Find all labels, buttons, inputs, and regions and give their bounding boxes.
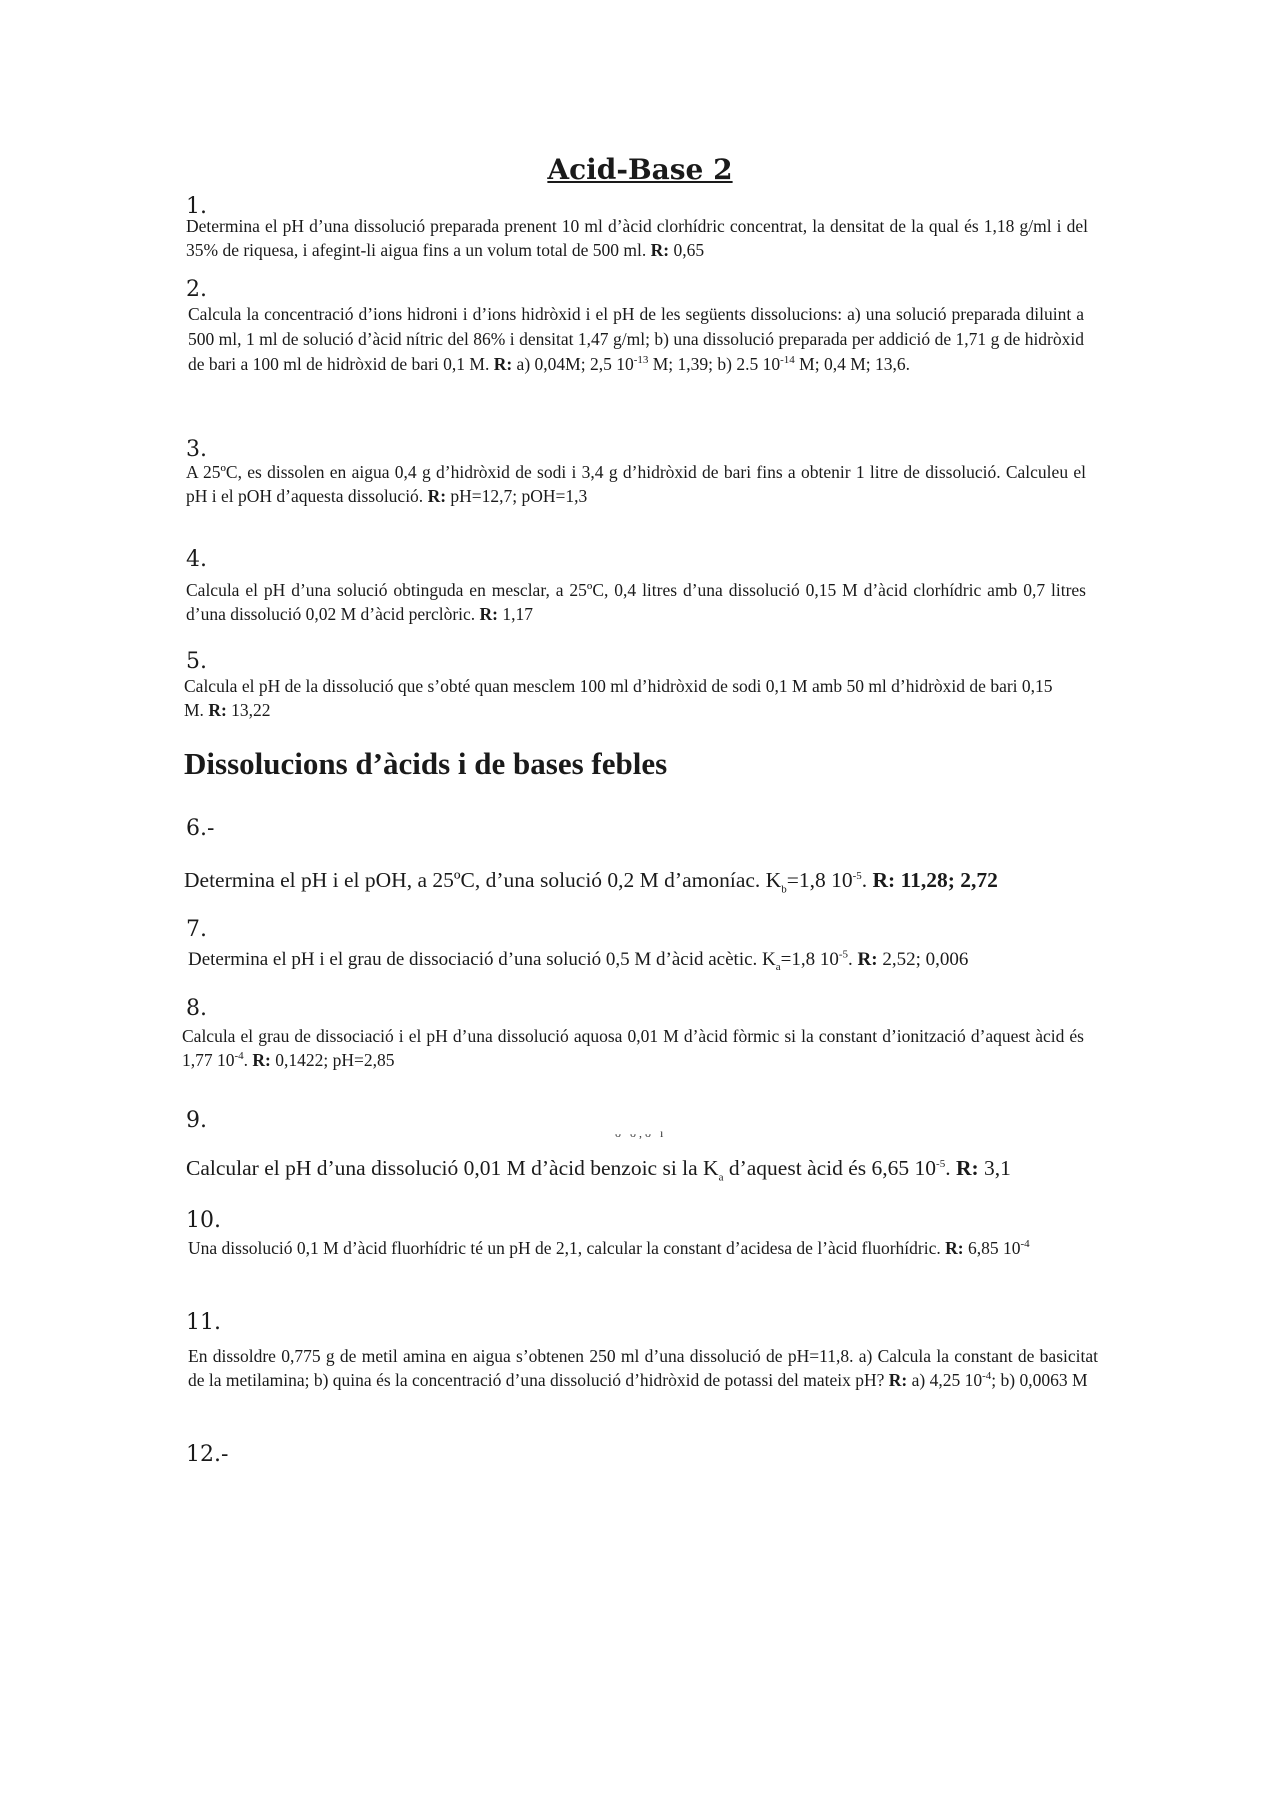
problem-10-number: 10. <box>186 1208 221 1233</box>
section-heading: Dissolucions d’àcids i de bases febles <box>184 746 668 781</box>
answer-value: 0,65 <box>669 240 705 260</box>
problem-8-text: Calcula el grau de dissociació i el pH d’una dissolució aquosa 0,01 M d’àcid fòrmic si la constant d’ionització d’aquest àcid és 1,77 $10^{-4}$. R: 0,1422; pH=2,85 <box>182 1026 1084 1070</box>
problem-1-number: 1. <box>186 194 207 219</box>
answer-label: R: <box>493 354 513 374</box>
answer-label: R: <box>427 486 447 506</box>
problem-5-number: 5. <box>186 649 207 674</box>
answer-label: R: <box>857 949 878 970</box>
problem-4-number: 4. <box>186 547 207 572</box>
problem-11-text: En dissoldre 0,775 g de metil amina en aigua s’obtenen 250 ml d’una dissolució de pH=11,8. a) Calcula la constant de basicitat de la metilamina; b) quina és la concentració d’una dissolució d’hidròxid de potassi del mateix pH? R: a) 4,25 $10^{-4}$; b) 0,0063 M <box>188 1346 1098 1390</box>
problem-12-number: 12.- <box>186 1442 229 1467</box>
problem-11-number: 11. <box>186 1310 221 1335</box>
stray-mark: ᴗ ᴗ,ᴗ ı <box>615 1126 667 1140</box>
answer-label: R: <box>650 240 670 260</box>
problem-9-number: 9. <box>186 1108 207 1133</box>
answer-label: R: <box>888 1370 908 1390</box>
page-title: Acid-Base 2 <box>547 153 733 186</box>
problem-7-number: 7. <box>186 917 207 942</box>
problem-3-text: A 25ºC, es dissolen en aigua 0,4 g d’hidròxid de sodi i 3,4 g d’hidròxid de bari fins a obtenir 1 litre de dissolució. Calculeu el pH i el pOH d’aquesta dissolució. R: pH=12,7; pOH=1,3 <box>186 462 1086 506</box>
answer-label: R: <box>479 604 499 624</box>
problem-2-number: 2. <box>186 277 207 302</box>
problem-6-text: Determina el pH i el pOH, a 25ºC, d’una solució 0,2 M d’amoníac. $K_b=1,8$ $10^{-5}$. R: 11,28; 2,72 <box>184 868 998 896</box>
problem-5-text: Calcula el pH de la dissolució que s’obté quan mesclem 100 ml d’hidròxid de sodi 0,1 M amb 50 ml d’hidròxid de bari 0,15 M. R: 13,22 <box>184 676 1053 720</box>
problem-10-text: Una dissolució 0,1 M d’àcid fluorhídric té un pH de 2,1, calcular la constant d’acidesa de l’àcid fluorhídric. R: 6,85 $10^{-4}$ <box>188 1238 1030 1258</box>
problem-3-number: 3. <box>186 437 207 462</box>
answer-label: R: <box>252 1050 271 1070</box>
problem-1-text: Determina el pH d’una dissolució preparada prenent 10 ml d’àcid clorhídric concentrat, la densitat de la qual és 1,18 g/ml i del 35% de riquesa, i afegint-li aigua fins a un volum total de 500 ml. R: 0,65 <box>186 216 1088 260</box>
problem-9-text: Calcular el pH d’una dissolució 0,01 M d’àcid benzoic si la $K_a$ d’aquest àcid és 6,65 $10^{-5}$. R: 3,1 <box>186 1156 1011 1184</box>
answer-label: R: <box>955 1156 979 1180</box>
problem-7-text: Determina el pH i el grau de dissociació d’una solució 0,5 M d’àcid acètic. $K_a=1,8$ $10^{-5}$. R: 2,52; 0,006 <box>188 948 969 973</box>
answer-label: R: <box>945 1238 964 1258</box>
answer-label: R: <box>872 868 896 892</box>
problem-8-number: 8. <box>186 996 207 1021</box>
problem-2-text: Calcula la concentració d’ions hidroni i d’ions hidròxid i el pH de les següents dissolucions: a) una solució preparada diluint a 500 ml, 1 ml de solució d’àcid nítric del 86% i densitat 1,47 g/ml; b) una dissolució preparada per addició de 1,71 g de hidròxid de bari a 100 ml de hidròxid de bari 0,1 M. R: a) 0,04M; 2,5 $10^{-13}$ M; 1,39; b) 2.5 $10^{-14}$ M; 0,4 M; 13,6. <box>188 304 1084 374</box>
answer-label: R: <box>208 700 227 720</box>
problem-6-number: 6.- <box>186 816 215 841</box>
problem-4-text: Calcula el pH d’una solució obtinguda en mesclar, a 25ºC, 0,4 litres d’una dissolució 0,15 M d’àcid clorhídric amb 0,7 litres d’una dissolució 0,02 M d’àcid perclòric. R: 1,17 <box>186 580 1086 624</box>
